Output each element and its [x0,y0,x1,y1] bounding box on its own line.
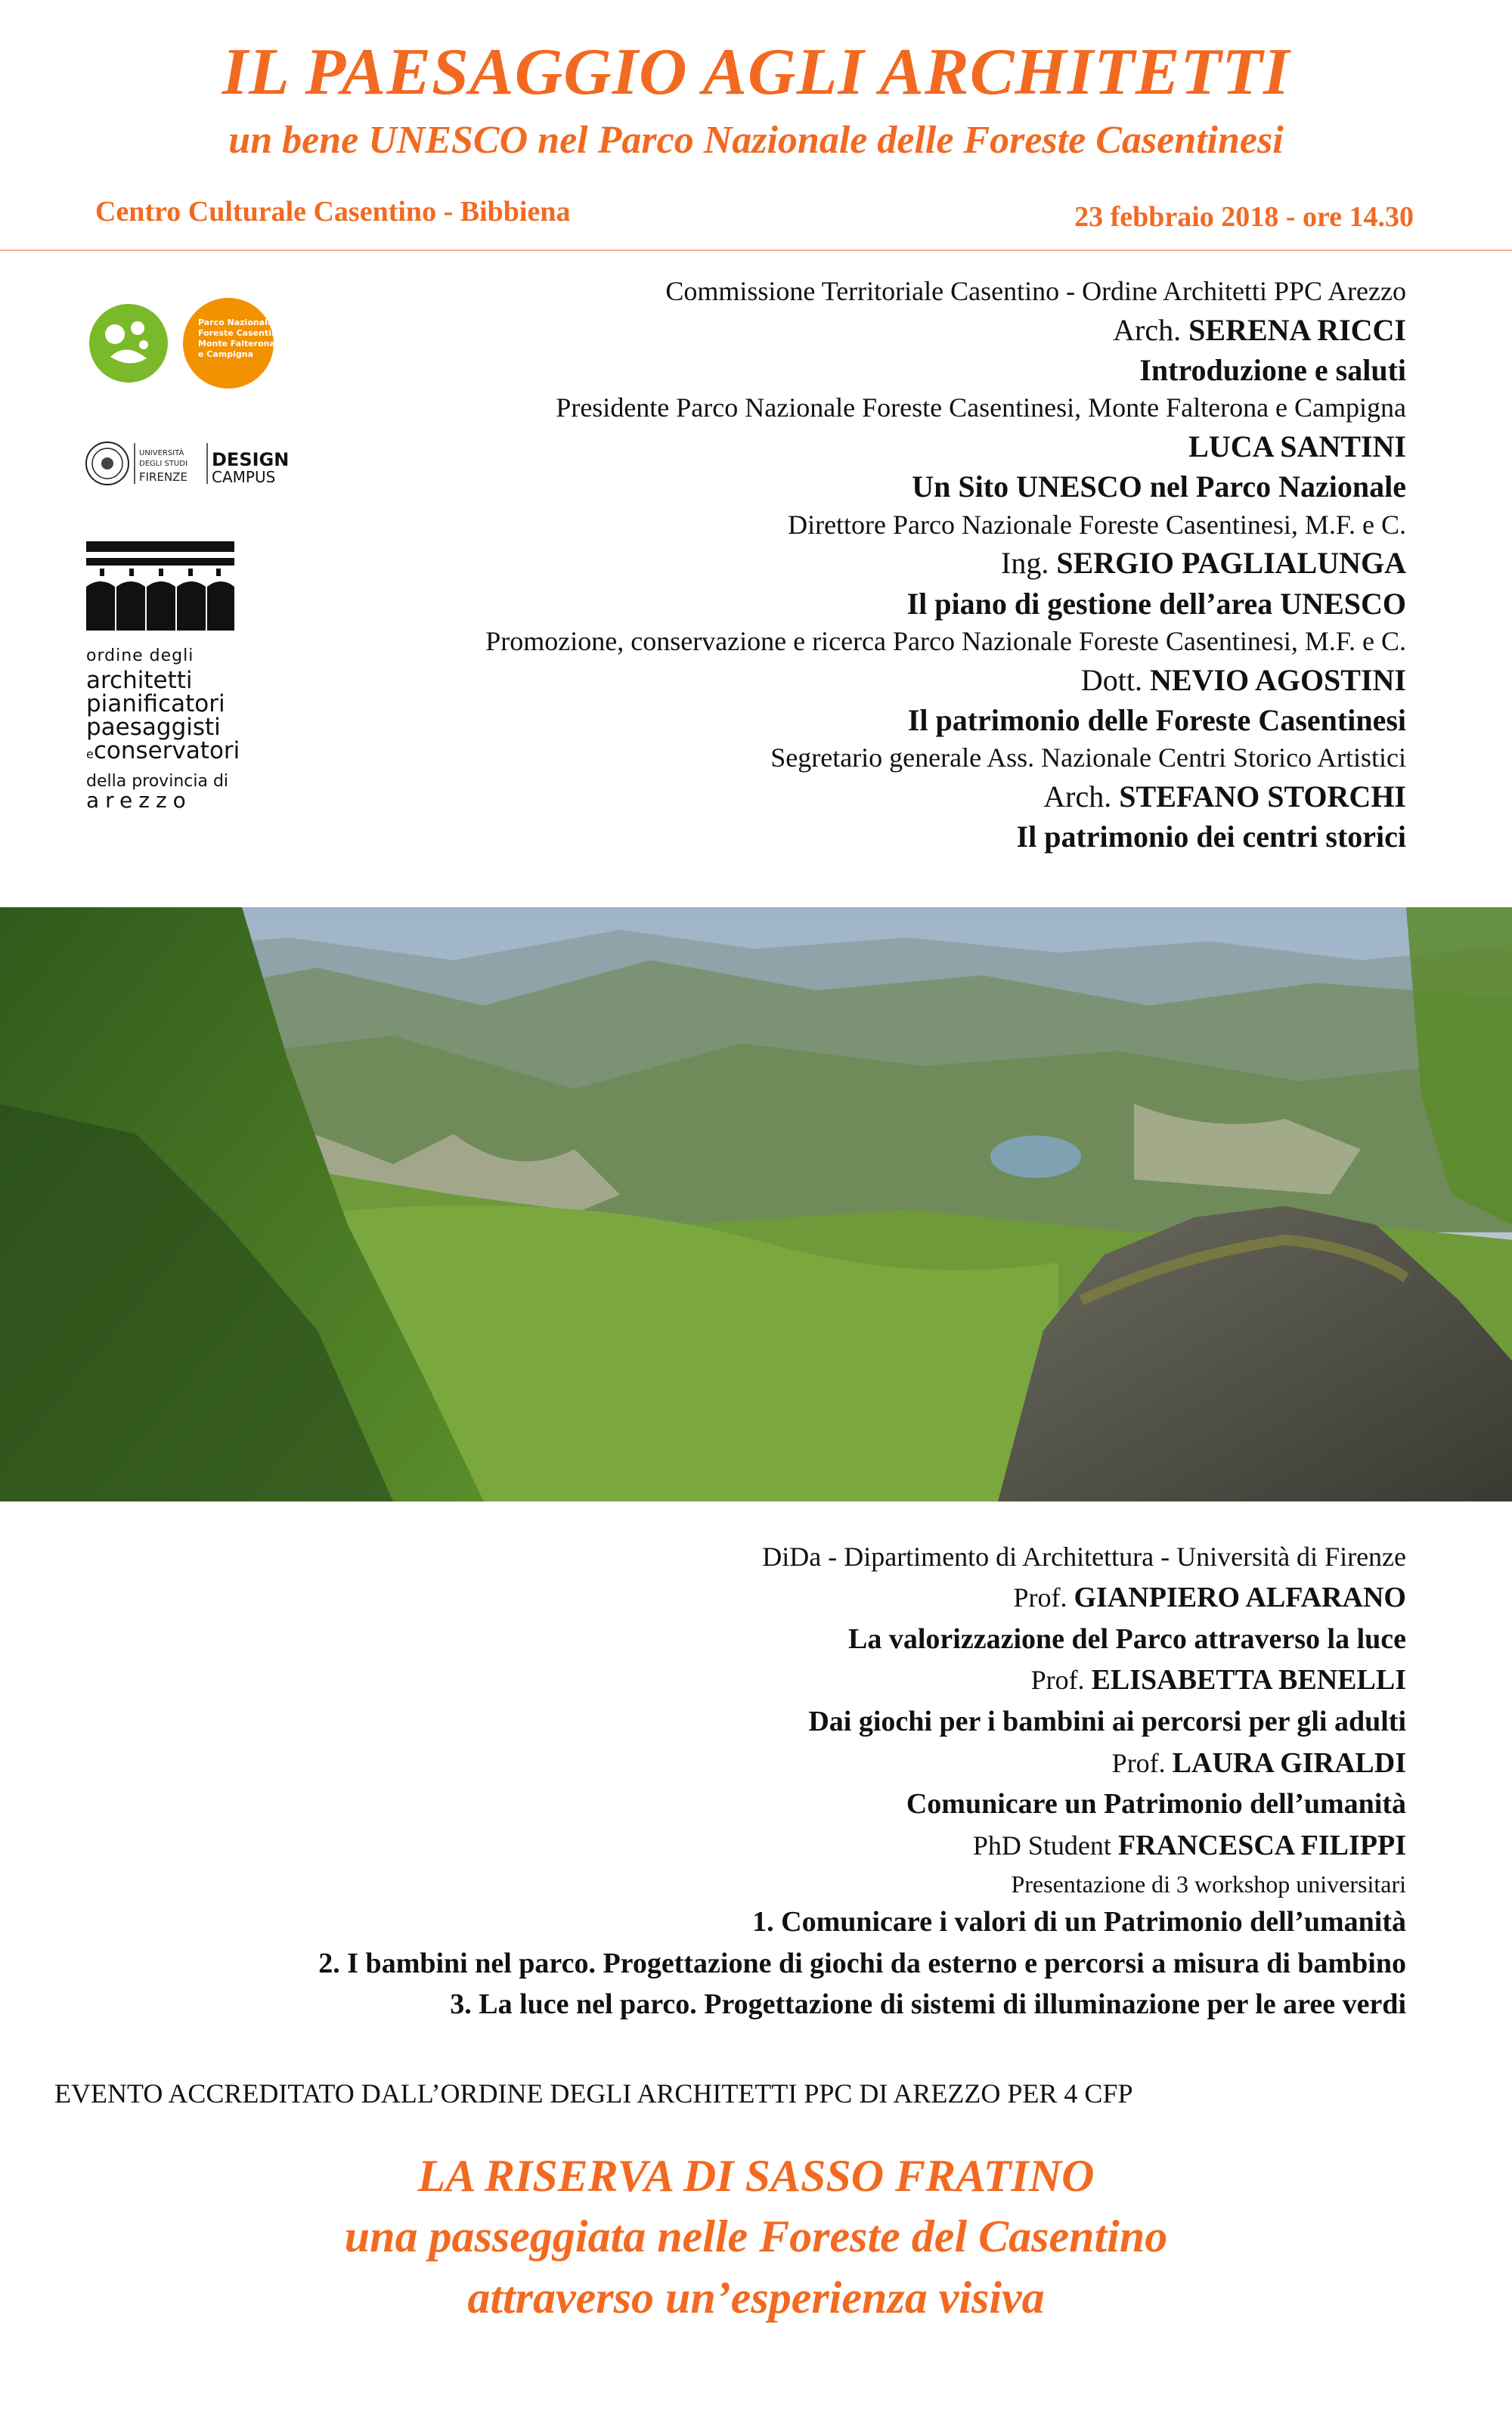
closing-block [0,2146,1512,2328]
lake [990,1136,1081,1178]
accreditation-note: EVENTO ACCREDITATO DALL’ORDINE DEGLI ARCHITETTI PPC DI AREZZO PER 4 CFP [54,2078,1133,2109]
speaker-name: NEVIO AGOSTINI [1150,662,1406,697]
closing-title: LA RISERVA DI SASSO FRATINO [417,2151,1095,2201]
workshop-item: 2. I bambini nel parco. Progettazione di giochi da esterno e percorsi a misura di bambino [318,1947,1406,1979]
closing-subtitle: una passeggiata nelle Foreste del Casentino [344,2211,1168,2262]
park-text-1: Parco Nazionale [198,318,274,327]
svg-text:DESIGN: DESIGN [212,449,290,470]
talk-title: Il piano di gestione dell’area UNESCO [906,586,1406,621]
event-subtitle: un bene UNESCO nel Parco Nazionale delle Foreste Casentinesi [228,119,1284,162]
speaker-line: Dott. NEVIO AGOSTINI [1080,662,1406,697]
header-divider [0,249,1512,251]
workshop-item: 1. Comunicare i valori di un Patrimonio dell’umanità [752,1905,1406,1938]
speaker-line: Prof. GIANPIERO ALFARANO [1013,1581,1406,1613]
talk-title: Comunicare un Patrimonio dell’umanità [906,1788,1406,1821]
svg-text:UNIVERSITÀ: UNIVERSITÀ [139,449,184,457]
speaker-name: SERENA RICCI [1188,312,1406,347]
speaker-name: FRANCESCA FILIPPI [1117,1830,1406,1862]
speaker-line: Ing. SERGIO PAGLIALUNGA [1001,546,1406,581]
svg-text:CAMPUS: CAMPUS [212,468,276,486]
university-seal-icon [86,442,129,485]
speaker-role: Segretario generale Ass. Nazionale Centri Storico Artistici [770,742,1406,773]
speaker-role: Direttore Parco Nazionale Foreste Casentinesi, M.F. e C. [788,509,1406,540]
talk-title: Dai giochi per i bambini ai percorsi per gli adulti [808,1705,1406,1737]
event-title: IL PAESAGGIO AGLI ARCHITETTI [222,36,1290,109]
talk-title: Il patrimonio delle Foreste Casentinesi [907,702,1406,737]
speaker-role: Presidente Parco Nazionale Foreste Casentinesi, Monte Falterona e Campigna [556,392,1406,423]
event-date: 23 febbraio 2018 - ore 14.30 [1074,201,1414,233]
speaker-line: Arch. STEFANO STORCHI [1043,779,1406,813]
speaker-name: SERGIO PAGLIALUNGA [1056,546,1406,581]
park-leaf-icon [89,304,168,383]
program-first-session [197,274,1406,857]
park-text-4: e Campigna [198,349,254,359]
speaker-name: GIANPIERO ALFARANO [1074,1581,1406,1613]
speaker-role: Promozione, conservazione e ricerca Parco Nazionale Foreste Casentinesi, M.F. e C. [485,625,1406,656]
talk-title: La valorizzazione del Parco attraverso la luce [848,1622,1406,1655]
forest-landscape-photo [0,907,1512,1501]
talk-title: Introduzione e saluti [1139,353,1406,388]
speaker-name: ELISABETTA BENELLI [1091,1664,1406,1697]
speaker-line: PhD Student FRANCESCA FILIPPI [972,1830,1406,1862]
svg-text:DEGLI STUDI: DEGLI STUDI [139,460,187,468]
event-venue: Centro Culturale Casentino - Bibbiena [95,196,571,228]
talk-title: Un Sito UNESCO nel Parco Nazionale [912,469,1406,504]
commission-line: Commissione Territoriale Casentino - Ordine Architetti PPC Arezzo [665,276,1406,306]
workshops-intro: Presentazione di 3 workshop universitari [1011,1870,1406,1898]
speaker-line: Prof. LAURA GIRALDI [1111,1746,1406,1779]
svg-text:FIRENZE: FIRENZE [139,470,187,484]
speaker-line: Prof. ELISABETTA BENELLI [1030,1664,1406,1697]
park-text-3: Monte Falterona [198,339,275,349]
speaker-name: STEFANO STORCHI [1119,779,1406,813]
park-text-2: Foreste Casentinesi [198,328,291,338]
program-second-session [121,1538,1406,2025]
department-line: DiDa - Dipartimento di Architettura - Università di Firenze [762,1542,1406,1572]
speaker-name: LUCA SANTINI [1188,429,1406,464]
workshop-item: 3. La luce nel parco. Progettazione di sistemi di illuminazione per le aree verdi [450,1988,1406,2021]
talk-title: Il patrimonio dei centri storici [1016,820,1406,854]
speaker-name: LAURA GIRALDI [1172,1746,1406,1779]
ordine-architetti-logo: ordine degli architetti pianificatori paesaggisti econservatori della provincia di arezzo [86,541,237,813]
speaker-line: Arch. SERENA RICCI [1113,312,1406,347]
closing-subtitle-2: attraverso un’esperienza visiva [467,2272,1045,2323]
